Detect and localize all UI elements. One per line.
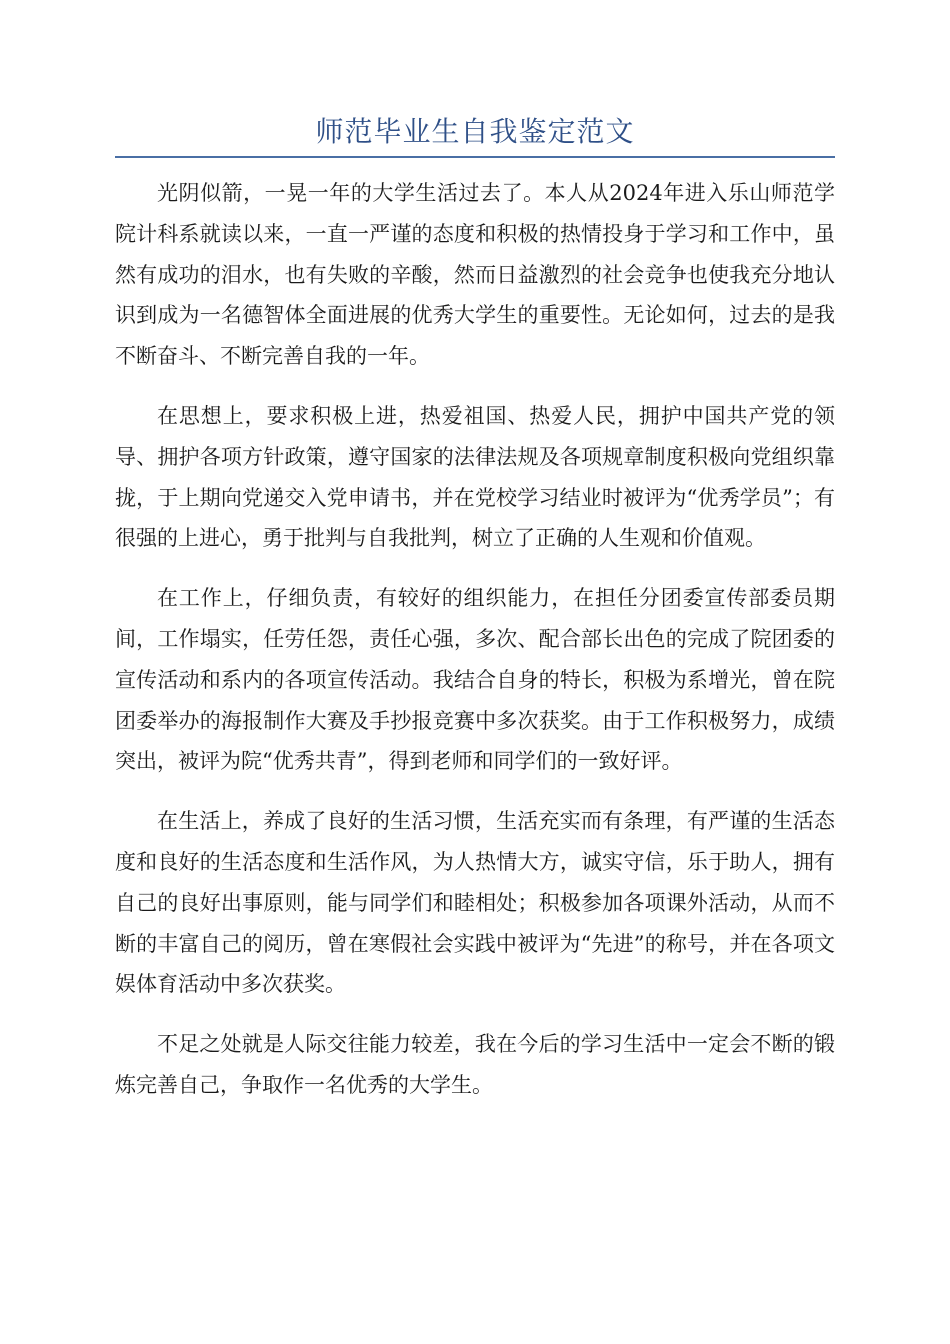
paragraph-life: 在生活上，养成了良好的生活习惯，生活充实而有条理，有严谨的生活态度和良好的生活态度和生活作风，为人热情大方，诚实守信，乐于助人，拥有自己的良好出事原则，能与同学们和睦相处；积极参加各项课外活动，从而不断的丰富自己的阅历，曾在寒假社会实践中被评为“先进”的称号，并在各项文娱体育活动中多次获奖。 [115, 809, 835, 997]
paragraph-ideology: 在思想上，要求积极上进，热爱祖国、热爱人民，拥护中国共产党的领导、拥护各项方针政策，遵守国家的法律法规及各项规章制度积极向党组织靠拢，于上期向党递交入党申请书，并在党校学习结业时被评为“优秀学员”；有很强的上进心，勇于批判与自我批判，树立了正确的人生观和价值观。 [115, 403, 835, 551]
paragraph-shortcomings: 不足之处就是人际交往能力较差，我在今后的学习生活中一定会不断的锻炼完善自己，争取作一名优秀的大学生。 [115, 1032, 835, 1097]
document-title: 师范毕业生自我鉴定范文 [315, 115, 635, 148]
document-body [115, 173, 835, 1125]
paragraph-intro: 光阴似箭，一晃一年的大学生活过去了。本人从2024年进入乐山师范学院计科系就读以来，一直一严谨的态度和积极的热情投身于学习和工作中，虽然有成功的泪水，也有失败的辛酸，然而日益激烈的社会竞争也使我充分地认识到成为一名德智体全面进展的优秀大学生的重要性。无论如何，过去的是我不断奋斗、不断完善自我的一年。 [115, 181, 835, 369]
paragraph-work: 在工作上，仔细负责，有较好的组织能力，在担任分团委宣传部委员期间，工作塌实，任劳任怨，责任心强，多次、配合部长出色的完成了院团委的宣传活动和系内的各项宣传活动。我结合自身的特长，积极为系增光，曾在院团委举办的海报制作大赛及手抄报竞赛中多次获奖。由于工作积极努力，成绩突出，被评为院“优秀共青”，得到老师和同学们的一致好评。 [115, 586, 835, 774]
title-block [115, 112, 835, 158]
